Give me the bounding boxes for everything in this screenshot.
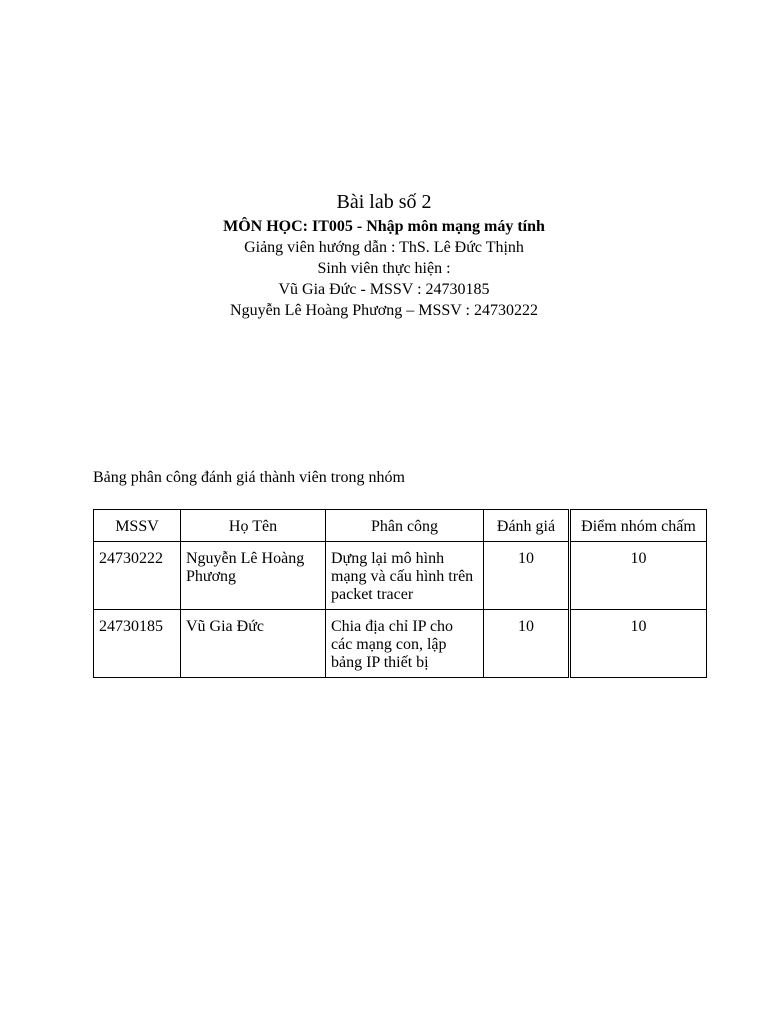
document-title: Bài lab số 2 — [336, 191, 432, 213]
document-header — [0, 188, 768, 321]
cell-group-score: 10 — [570, 542, 707, 610]
cell-mssv: 24730222 — [94, 542, 181, 610]
cell-rating: 10 — [484, 542, 570, 610]
course-name: MÔN HỌC: IT005 - Nhập môn mạng máy tính — [223, 218, 545, 235]
table-row — [94, 542, 707, 610]
cell-name: Nguyễn Lê Hoàng Phương — [181, 542, 326, 610]
column-header-name: Họ Tên — [181, 510, 326, 542]
cell-mssv: 24730185 — [94, 610, 181, 678]
table-row — [94, 610, 707, 678]
cell-task: Dựng lại mô hình mạng và cấu hình trên packet tracer — [326, 542, 484, 610]
students-label: Sinh viên thực hiện : — [317, 260, 451, 277]
cell-group-score: 10 — [570, 610, 707, 678]
column-header-mssv: MSSV — [94, 510, 181, 542]
column-header-rating: Đánh giá — [484, 510, 570, 542]
cell-name: Vũ Gia Đức — [181, 610, 326, 678]
cell-rating: 10 — [484, 610, 570, 678]
table-header-row — [94, 510, 707, 542]
instructor-line: Giảng viên hướng dẫn : ThS. Lê Đức Thịnh — [244, 239, 524, 256]
column-header-task: Phân công — [326, 510, 484, 542]
table-caption: Bảng phân công đánh giá thành viên trong nhóm — [93, 469, 405, 486]
student-line-2: Nguyễn Lê Hoàng Phương – MSSV : 24730222 — [230, 302, 538, 319]
column-header-group-score: Điểm nhóm chấm — [570, 510, 707, 542]
cell-task: Chia địa chỉ IP cho các mạng con, lập bảng IP thiết bị — [326, 610, 484, 678]
evaluation-table — [93, 509, 707, 678]
student-line-1: Vũ Gia Đức - MSSV : 24730185 — [278, 281, 490, 298]
